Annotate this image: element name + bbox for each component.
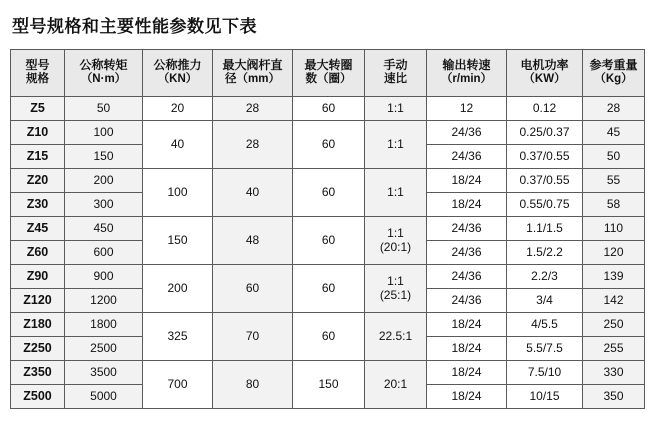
cell-weight: 255	[583, 337, 645, 361]
cell-stem-diameter: 28	[213, 121, 293, 169]
page-title: 型号规格和主要性能参数见下表	[12, 17, 257, 36]
cell-output-speed: 24/36	[427, 241, 507, 265]
cell-output-speed: 24/36	[427, 289, 507, 313]
cell-output-speed: 24/36	[427, 145, 507, 169]
cell-max-turns: 60	[293, 313, 365, 361]
cell-thrust: 325	[143, 313, 213, 361]
column-header-line2: 数（圈）	[305, 73, 352, 86]
cell-thrust: 150	[143, 217, 213, 265]
cell-torque: 300	[65, 193, 143, 217]
cell-output-speed: 18/24	[427, 169, 507, 193]
table-body	[11, 97, 645, 409]
column-header	[427, 50, 507, 97]
cell-output-speed: 18/24	[427, 337, 507, 361]
cell-max-turns: 60	[293, 217, 365, 265]
cell-stem-diameter: 48	[213, 217, 293, 265]
cell-output-speed: 24/36	[427, 217, 507, 241]
column-header	[143, 50, 213, 97]
column-header-line1: 公称推力	[153, 58, 202, 73]
cell-thrust: 100	[143, 169, 213, 217]
column-header	[583, 50, 645, 97]
column-header-line1: 电机功率	[520, 58, 569, 73]
cell-model: Z20	[11, 169, 65, 193]
cell-output-speed: 24/36	[427, 121, 507, 145]
specifications-table	[10, 49, 645, 409]
cell-torque: 900	[65, 265, 143, 289]
cell-stem-diameter: 80	[213, 361, 293, 409]
cell-motor-power: 0.25/0.37	[507, 121, 583, 145]
cell-motor-power: 1.5/2.2	[507, 241, 583, 265]
column-header	[293, 50, 365, 97]
cell-weight: 45	[583, 121, 645, 145]
table-row	[11, 313, 645, 337]
column-header	[65, 50, 143, 97]
cell-torque: 100	[65, 121, 143, 145]
cell-torque: 600	[65, 241, 143, 265]
table-row	[11, 121, 645, 145]
cell-output-speed: 18/24	[427, 361, 507, 385]
cell-model: Z45	[11, 217, 65, 241]
column-header-line2: 速比	[384, 73, 407, 86]
cell-manual-ratio: 1:1 (25:1)	[365, 265, 427, 313]
column-header-line2: 规格	[26, 73, 49, 86]
cell-manual-ratio: 1:1 (20:1)	[365, 217, 427, 265]
cell-motor-power: 0.37/0.55	[507, 169, 583, 193]
cell-torque: 2500	[65, 337, 143, 361]
cell-model: Z60	[11, 241, 65, 265]
column-header-line1: 参考重量	[589, 58, 638, 73]
cell-manual-ratio: 1:1	[365, 97, 427, 121]
column-header-line1: 最大阀杆直	[222, 58, 283, 73]
cell-model: Z120	[11, 289, 65, 313]
column-header	[213, 50, 293, 97]
cell-motor-power: 1.1/1.5	[507, 217, 583, 241]
cell-weight: 250	[583, 313, 645, 337]
cell-thrust: 20	[143, 97, 213, 121]
cell-weight: 55	[583, 169, 645, 193]
cell-max-turns: 60	[293, 97, 365, 121]
cell-output-speed: 18/24	[427, 385, 507, 409]
cell-stem-diameter: 28	[213, 97, 293, 121]
cell-max-turns: 60	[293, 169, 365, 217]
cell-manual-ratio: 20:1	[365, 361, 427, 409]
cell-motor-power: 7.5/10	[507, 361, 583, 385]
cell-manual-ratio: 22.5:1	[365, 313, 427, 361]
table-row	[11, 265, 645, 289]
column-header-line2: （KN）	[157, 73, 198, 86]
table-row	[11, 217, 645, 241]
cell-weight: 50	[583, 145, 645, 169]
column-header-line1: 手动	[383, 58, 408, 73]
cell-model: Z90	[11, 265, 65, 289]
cell-motor-power: 3/4	[507, 289, 583, 313]
table-row	[11, 97, 645, 121]
cell-model: Z250	[11, 337, 65, 361]
column-header-line1: 型号	[25, 58, 50, 73]
cell-thrust: 40	[143, 121, 213, 169]
cell-motor-power: 10/15	[507, 385, 583, 409]
cell-torque: 200	[65, 169, 143, 193]
cell-weight: 110	[583, 217, 645, 241]
cell-torque: 1200	[65, 289, 143, 313]
cell-model: Z10	[11, 121, 65, 145]
cell-motor-power: 2.2/3	[507, 265, 583, 289]
cell-output-speed: 18/24	[427, 313, 507, 337]
table-row	[11, 361, 645, 385]
column-header	[507, 50, 583, 97]
column-header-line2: 径（mm）	[225, 73, 280, 86]
column-header-line2: （Kg）	[594, 73, 633, 86]
cell-manual-ratio: 1:1	[365, 169, 427, 217]
cell-model: Z30	[11, 193, 65, 217]
cell-weight: 139	[583, 265, 645, 289]
cell-max-turns: 60	[293, 121, 365, 169]
cell-motor-power: 0.37/0.55	[507, 145, 583, 169]
column-header-line1: 最大转圈	[304, 58, 353, 73]
cell-stem-diameter: 70	[213, 313, 293, 361]
cell-weight: 28	[583, 97, 645, 121]
cell-torque: 1800	[65, 313, 143, 337]
cell-thrust: 200	[143, 265, 213, 313]
cell-model: Z500	[11, 385, 65, 409]
cell-torque: 50	[65, 97, 143, 121]
cell-motor-power: 4/5.5	[507, 313, 583, 337]
cell-output-speed: 24/36	[427, 265, 507, 289]
cell-stem-diameter: 40	[213, 169, 293, 217]
table-header-row	[11, 50, 645, 97]
cell-stem-diameter: 60	[213, 265, 293, 313]
cell-motor-power: 0.12	[507, 97, 583, 121]
column-header	[11, 50, 65, 97]
column-header	[365, 50, 427, 97]
cell-weight: 58	[583, 193, 645, 217]
cell-weight: 330	[583, 361, 645, 385]
cell-torque: 450	[65, 217, 143, 241]
column-header-line1: 公称转矩	[79, 58, 128, 73]
column-header-line1: 输出转速	[442, 58, 491, 73]
cell-thrust: 700	[143, 361, 213, 409]
cell-model: Z5	[11, 97, 65, 121]
table-header	[11, 50, 645, 97]
cell-model: Z350	[11, 361, 65, 385]
cell-weight: 350	[583, 385, 645, 409]
cell-model: Z15	[11, 145, 65, 169]
cell-torque: 150	[65, 145, 143, 169]
column-header-line2: （r/min）	[440, 73, 493, 86]
cell-output-speed: 12	[427, 97, 507, 121]
cell-motor-power: 5.5/7.5	[507, 337, 583, 361]
cell-torque: 5000	[65, 385, 143, 409]
table-row	[11, 169, 645, 193]
cell-output-speed: 18/24	[427, 193, 507, 217]
column-header-line2: （N·m）	[80, 73, 127, 86]
cell-weight: 142	[583, 289, 645, 313]
cell-manual-ratio: 1:1	[365, 121, 427, 169]
cell-max-turns: 150	[293, 361, 365, 409]
column-header-line2: （KW）	[523, 73, 566, 86]
cell-model: Z180	[11, 313, 65, 337]
cell-motor-power: 0.55/0.75	[507, 193, 583, 217]
cell-weight: 120	[583, 241, 645, 265]
cell-torque: 3500	[65, 361, 143, 385]
cell-max-turns: 60	[293, 265, 365, 313]
